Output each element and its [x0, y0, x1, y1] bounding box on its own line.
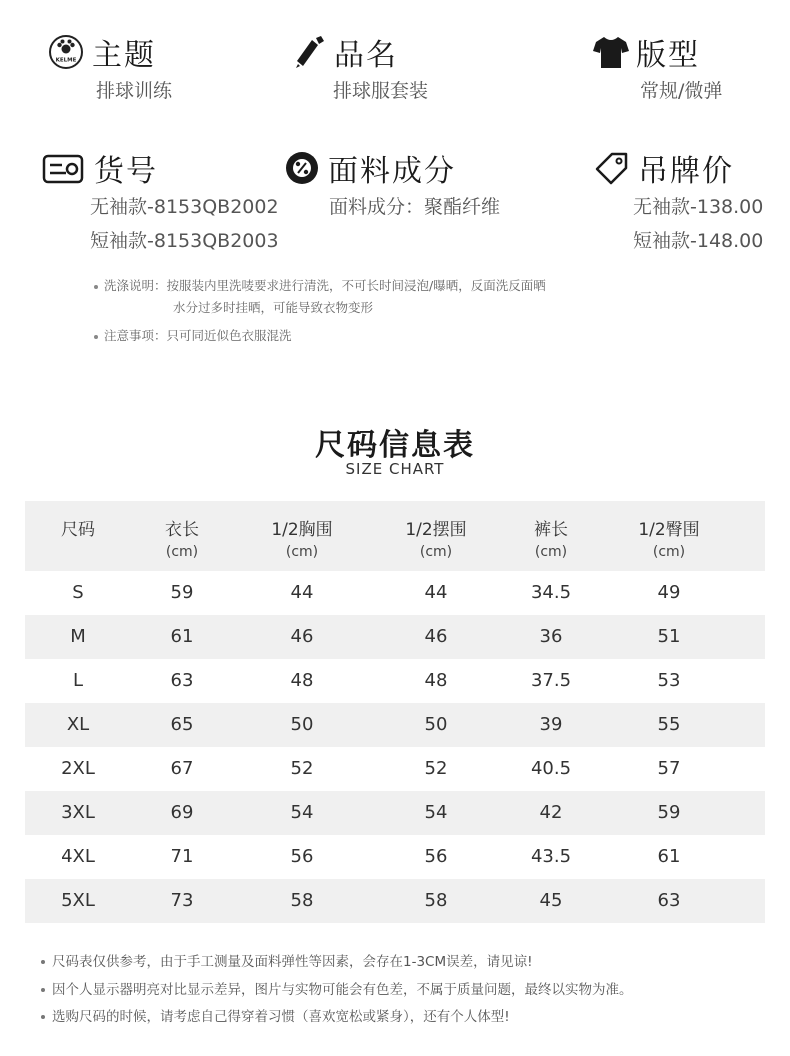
cell-half-hem: 44 — [424, 582, 448, 603]
bullet-dot — [94, 335, 98, 339]
col-header-pants-length: 裤长 (cm) — [534, 520, 568, 560]
cell-pants-length: 37.5 — [530, 670, 572, 691]
item-no-header — [42, 146, 158, 190]
cell-pants-length: 43.5 — [530, 846, 572, 867]
id-card-icon — [42, 150, 86, 186]
product-name-value: 排球服套装 — [333, 80, 429, 102]
size-table — [25, 501, 765, 923]
cell-half-hem: 54 — [424, 802, 448, 823]
tag-price-header — [594, 146, 734, 190]
care-notes — [94, 275, 546, 347]
svg-text:KELME: KELME — [55, 57, 77, 64]
table-row — [25, 703, 765, 747]
item-no-value-sleeveless: 无袖款-8153QB2002 — [90, 196, 279, 218]
cell-half-chest: 46 — [290, 626, 314, 647]
cell-half-hem: 58 — [424, 890, 448, 911]
item-no-value-short-sleeve: 短袖款-8153QB2003 — [90, 230, 279, 252]
cell-length: 69 — [170, 802, 194, 823]
cell-half-hem: 56 — [424, 846, 448, 867]
fabric-label: 面料成分 — [328, 154, 456, 189]
cell-length: 73 — [170, 890, 194, 911]
kelme-paw-logo-icon — [48, 34, 84, 70]
cell-pants-length: 45 — [539, 890, 563, 911]
cell-size: 5XL — [61, 890, 95, 911]
cell-half-hip: 57 — [657, 758, 681, 779]
table-row — [25, 571, 765, 615]
cell-half-hip: 51 — [657, 626, 681, 647]
bullet-dot — [41, 960, 45, 964]
cell-half-hip: 61 — [657, 846, 681, 867]
fit-value: 常规/微弹 — [640, 80, 723, 102]
cell-length: 59 — [170, 582, 194, 603]
cell-half-hip: 55 — [657, 714, 681, 735]
bullet-dot — [94, 285, 98, 289]
attention-text: 只可同近似色衣服混洗 — [166, 328, 292, 343]
cell-half-hip: 53 — [657, 670, 681, 691]
cell-pants-length: 40.5 — [530, 758, 572, 779]
tag-price-sleeveless: 无袖款-138.00 — [633, 196, 764, 218]
tag-price-label: 吊牌价 — [638, 154, 734, 189]
cell-length: 65 — [170, 714, 194, 735]
cell-pants-length: 34.5 — [530, 582, 572, 603]
price-tag-icon — [594, 150, 630, 186]
fit-header — [592, 30, 700, 74]
size-table-header — [25, 501, 765, 571]
col-header-size: 尺码 — [61, 520, 95, 540]
wash-instruction — [94, 275, 546, 297]
cell-half-hip: 59 — [657, 802, 681, 823]
footnote-size-advice: 选购尺码的时候，请考虑自己得穿着习惯（喜欢宽松或紧身），还有个人体型! — [52, 1005, 510, 1025]
col-header-half-hem: 1/2摆围 (cm) — [405, 520, 467, 560]
cell-size: 3XL — [61, 802, 95, 823]
table-row — [25, 835, 765, 879]
cell-size: 4XL — [61, 846, 95, 867]
cell-half-hip: 49 — [657, 582, 681, 603]
cell-pants-length: 42 — [539, 802, 563, 823]
cell-pants-length: 36 — [539, 626, 563, 647]
cell-length: 67 — [170, 758, 194, 779]
cell-half-chest: 54 — [290, 802, 314, 823]
cell-half-chest: 58 — [290, 890, 314, 911]
product-name-label: 品名 — [334, 38, 398, 73]
cell-half-hip: 63 — [657, 890, 681, 911]
fabric-header — [284, 146, 456, 190]
bullet-dot — [41, 1015, 45, 1019]
cell-half-chest: 52 — [290, 758, 314, 779]
cell-size: M — [70, 626, 86, 647]
cell-length: 71 — [170, 846, 194, 867]
theme-header — [48, 30, 156, 74]
tshirt-icon — [592, 34, 628, 70]
table-row — [25, 879, 765, 923]
table-row — [25, 659, 765, 703]
product-name-header — [290, 30, 398, 74]
cell-size: L — [72, 670, 84, 691]
cell-half-chest: 44 — [290, 582, 314, 603]
table-row — [25, 747, 765, 791]
wash-text-line2: 水分过多时挂晒，可能导致衣物变形 — [173, 300, 374, 315]
wash-label: 洗涤说明： — [104, 278, 167, 293]
theme-value: 排球训练 — [96, 80, 173, 102]
bullet-dot — [41, 988, 45, 992]
col-header-length: 衣长 (cm) — [165, 520, 199, 560]
size-chart-title: 尺码信息表 — [315, 428, 475, 463]
cell-length: 63 — [170, 670, 194, 691]
pencil-icon — [290, 34, 326, 70]
wash-text-line1: 按服装内里洗唛要求进行清洗，不可长时间浸泡/曝晒，反面洗反面晒 — [166, 278, 546, 293]
theme-label: 主题 — [92, 38, 156, 73]
size-chart-subtitle: SIZE CHART — [345, 460, 445, 478]
cell-half-hem: 48 — [424, 670, 448, 691]
cell-size: 2XL — [61, 758, 95, 779]
footnote-measurement: 尺码表仅供参考，由于手工测量及面料弹性等因素，会存在1-3CM误差，请见谅! — [52, 950, 533, 970]
cell-half-hem: 52 — [424, 758, 448, 779]
cell-half-hem: 46 — [424, 626, 448, 647]
fabric-value: 面料成分：聚酯纤维 — [329, 196, 501, 218]
fit-label: 版型 — [636, 38, 700, 73]
cell-pants-length: 39 — [539, 714, 563, 735]
attention-label: 注意事项： — [104, 328, 167, 343]
percent-icon — [284, 150, 320, 186]
footnote-color-difference: 因个人显示器明亮对比显示差异，图片与实物可能会有色差，不属于质量问题，最终以实物为准。 — [52, 978, 633, 998]
cell-half-hem: 50 — [424, 714, 448, 735]
item-no-label: 货号 — [94, 154, 158, 189]
table-row — [25, 791, 765, 835]
col-header-half-hip: 1/2臀围 (cm) — [638, 520, 700, 560]
table-row — [25, 615, 765, 659]
cell-half-chest: 50 — [290, 714, 314, 735]
cell-size: XL — [66, 714, 90, 735]
cell-size: S — [72, 582, 84, 603]
cell-length: 61 — [170, 626, 194, 647]
col-header-half-chest: 1/2胸围 (cm) — [271, 520, 333, 560]
cell-half-chest: 48 — [290, 670, 314, 691]
tag-price-short-sleeve: 短袖款-148.00 — [633, 230, 764, 252]
attention-note — [94, 325, 546, 347]
cell-half-chest: 56 — [290, 846, 314, 867]
